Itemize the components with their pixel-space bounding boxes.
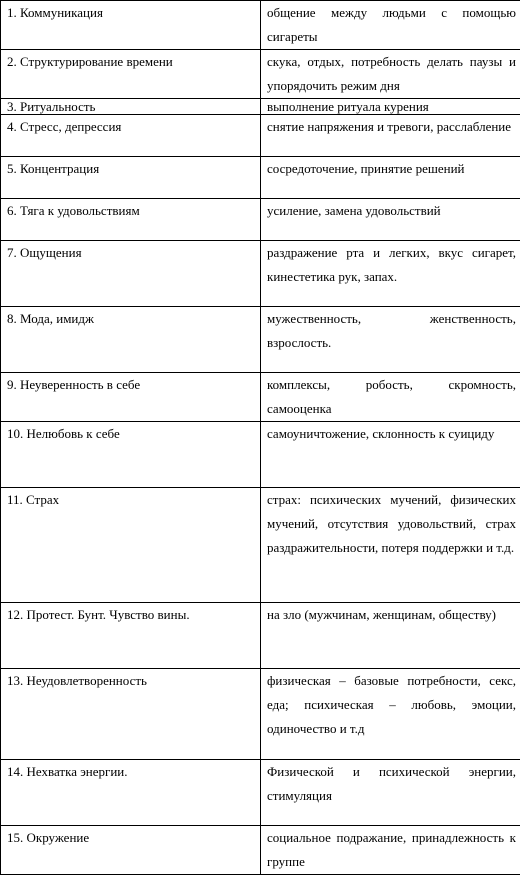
description-cell: мужественность, женственность, взрослость. [261,307,520,373]
factor-cell: 9. Неуверенность в себе [1,373,261,422]
description-cell: снятие напряжения и тревоги, расслабление [261,115,520,157]
table-row [1,99,520,115]
description-cell: на зло (мужчинам, женщинам, обществу) [261,603,520,669]
table-row [1,422,520,488]
description-cell: страх: психических мучений, физических мучений, отсутствия удовольствий, страх раздражительности, потеря поддержки и т.д. [261,488,520,603]
factor-cell: 10. Нелюбовь к себе [1,422,261,488]
description-cell: комплексы, робость, скромность, самооценка [261,373,520,422]
description-cell: скука, отдых, потребность делать паузы и упорядочить режим дня [261,50,520,99]
factor-cell: 4. Стресс, депрессия [1,115,261,157]
table-row [1,373,520,422]
description-cell: Физической и психической энергии, стимуляция [261,760,520,826]
factor-cell: 2. Структурирование времени [1,50,261,99]
factor-cell: 7. Ощущения [1,241,261,307]
description-cell: самоуничтожение, склонность к суициду [261,422,520,488]
factor-cell: 15. Окружение [1,826,261,875]
description-cell: выполнение ритуала курения [261,99,520,115]
factor-cell: 14. Нехватка энергии. [1,760,261,826]
description-cell: физическая – базовые потребности, секс, еда; психическая – любовь, эмоции, одиночество и т.д [261,669,520,760]
factor-cell: 6. Тяга к удовольствиям [1,199,261,241]
table-row [1,603,520,669]
table-row [1,760,520,826]
description-cell: сосредоточение, принятие решений [261,157,520,199]
table-row [1,826,520,875]
factor-cell: 8. Мода, имидж [1,307,261,373]
factor-cell: 12. Протест. Бунт. Чувство вины. [1,603,261,669]
factor-cell: 13. Неудовлетворенность [1,669,261,760]
table-row [1,307,520,373]
table-row [1,115,520,157]
table-row [1,669,520,760]
factor-cell: 11. Страх [1,488,261,603]
description-cell: раздражение рта и легких, вкус сигарет, кинестетика рук, запах. [261,241,520,307]
description-cell: общение между людьми с помощью сигареты [261,1,520,50]
description-cell: усиление, замена удовольствий [261,199,520,241]
table-row [1,1,520,50]
table-row [1,488,520,603]
table-row [1,157,520,199]
description-cell: социальное подражание, принадлежность к группе [261,826,520,875]
factor-cell: 5. Концентрация [1,157,261,199]
table-row [1,50,520,99]
table-row [1,241,520,307]
factor-cell: 3. Ритуальность [1,99,261,115]
factor-cell: 1. Коммуникация [1,1,261,50]
table-row [1,199,520,241]
